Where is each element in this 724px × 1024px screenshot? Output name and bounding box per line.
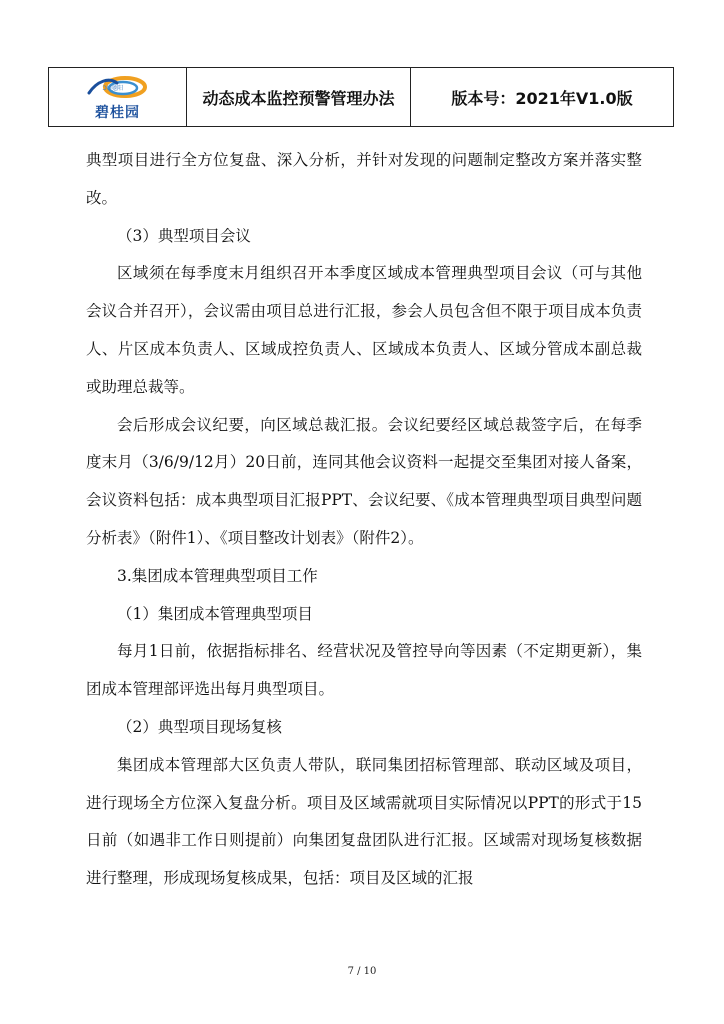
document-header (48, 67, 674, 127)
section-heading: （2）典型项目现场复核 (117, 717, 282, 736)
page-number: 7 / 10 (347, 966, 377, 977)
paragraph: 区域须在每季度末月组织召开本季度区域成本管理典型项目会议（可与其他会议合并召开），会议需由项目总进行汇报，参会人员包含但不限于项目成本负责人、片区成本负责人、区域成控负责人、区域成本负责人、区域分管成本副总裁或助理总裁等。 (86, 264, 642, 396)
document-title: 动态成本监控预警管理办法 (187, 68, 411, 126)
company-logo-icon (83, 73, 153, 103)
section-heading: 3.集团成本管理典型项目工作 (117, 566, 318, 585)
logo-cell (49, 68, 187, 126)
section-heading: （3）典型项目会议 (117, 226, 251, 245)
paragraph: 会后形成会议纪要，向区域总裁汇报。会议纪要经区域总裁签字后，在每季度末月（3/6/9/12月）20日前，连同其他会议资料一起提交至集团对接人备案，会议资料包括：成本典型项目汇报PPT、会议纪要、《成本管理典型项目典型问题分析表》（附件1）、《项目整改计划表》（附件2）。 (86, 415, 642, 547)
logo-small-text: ƆU驰阳 (102, 84, 124, 92)
section-heading: （1）集团成本管理典型项目 (117, 604, 313, 623)
version-label: 版本号：2021年V1.0版 (451, 88, 633, 108)
document-body (86, 142, 642, 898)
paragraph: 集团成本管理部大区负责人带队，联同集团招标管理部、联动区域及项目，进行现场全方位深入复盘分析。项目及区域需就项目实际情况以PPT的形式于15日前（如遇非工作日则提前）向集团复盘团队进行汇报。区域需对现场复核数据进行整理，形成现场复核成果，包括：项目及区域的汇报 (86, 755, 642, 888)
paragraph: 每月1日前，依据指标排名、经营状况及管控导向等因素（不定期更新），集团成本管理部评选出每月典型项目。 (86, 642, 642, 699)
paragraph: 典型项目进行全方位复盘、深入分析，并针对发现的问题制定整改方案并落实整改。 (86, 151, 642, 207)
logo-text: 碧桂园 (95, 104, 140, 121)
